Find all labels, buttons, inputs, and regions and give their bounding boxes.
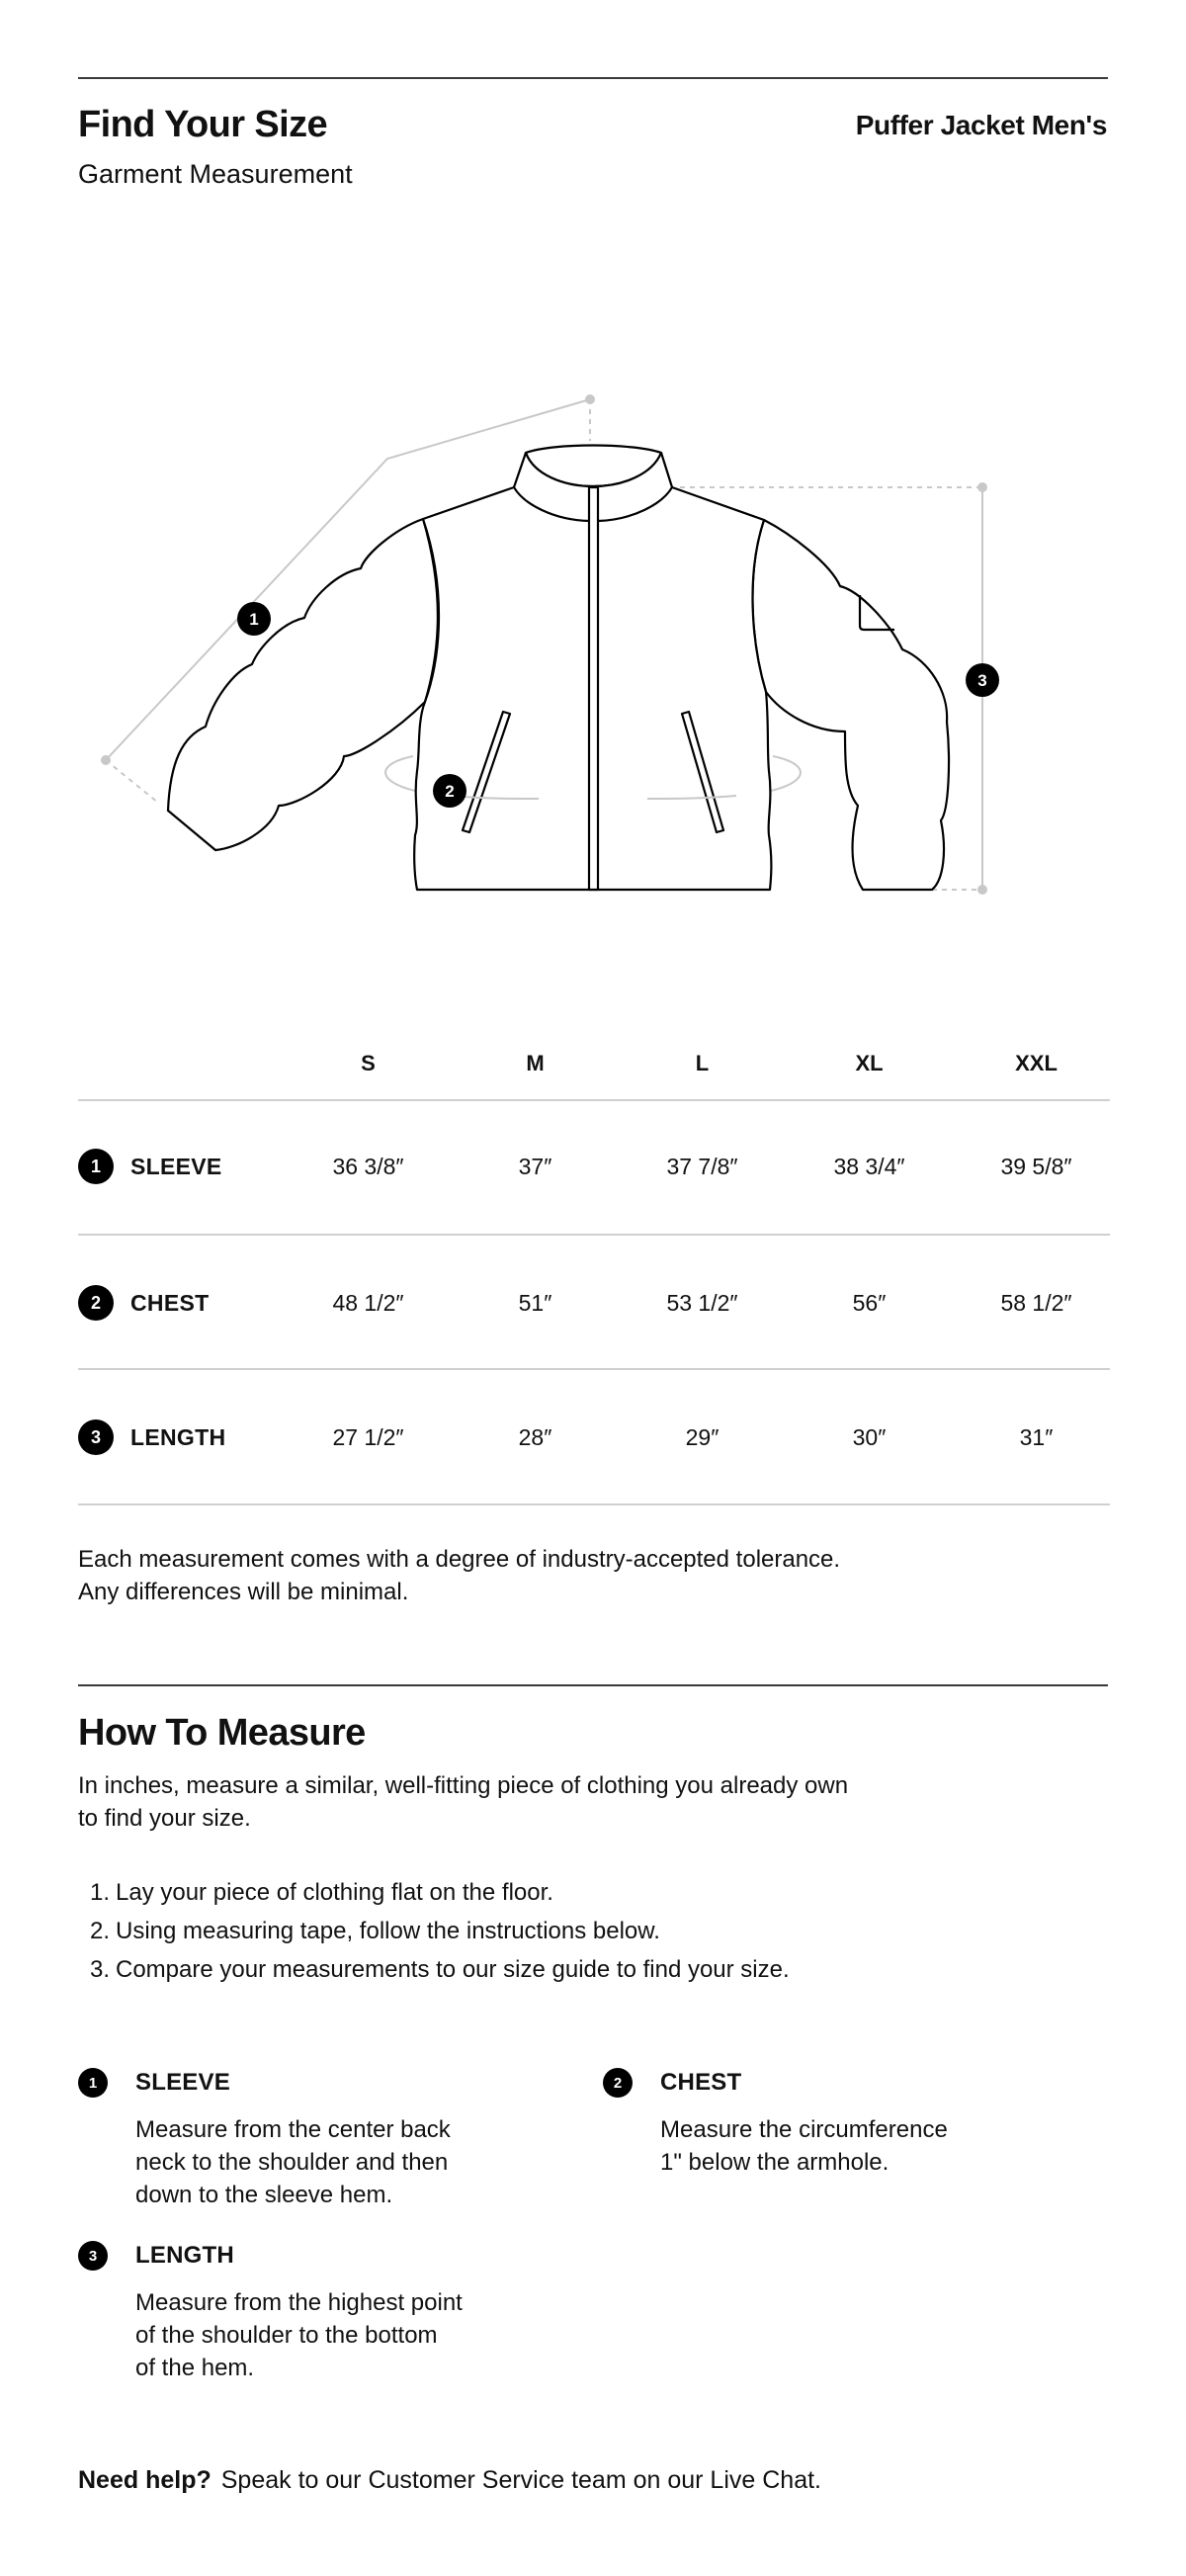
- number-badge: 2: [78, 1285, 114, 1321]
- help-label: Need help?: [78, 2466, 212, 2494]
- number-badge: 1: [78, 1149, 114, 1184]
- instruction-sleeve: [78, 2067, 533, 2211]
- instruction-title: CHEST: [660, 2069, 742, 2096]
- list-item: 2. Using measuring tape, follow the instructions below.: [89, 1918, 660, 1944]
- svg-text:3: 3: [977, 671, 987, 690]
- table-cell: 51″: [518, 1290, 552, 1316]
- size-header-m: M: [526, 1051, 545, 1075]
- table-row-sleeve: [78, 1101, 1110, 1237]
- list-item: 1. Lay your piece of clothing flat on the floor.: [89, 1879, 553, 1906]
- table-cell: 29″: [685, 1424, 720, 1450]
- row-label: LENGTH: [130, 1423, 226, 1450]
- top-divider: [78, 77, 1108, 79]
- howto-intro: In inches, measure a similar, well-fitting piece of clothing you already own to find your size.: [78, 1772, 849, 1832]
- size-header-s: S: [361, 1051, 376, 1075]
- section-divider: [78, 1684, 1108, 1686]
- help-text[interactable]: Speak to our Customer Service team on our Live Chat.: [220, 2466, 821, 2494]
- steps-list: [78, 1873, 790, 1989]
- instruction-title: SLEEVE: [135, 2069, 230, 2096]
- table-cell: 53 1/2″: [666, 1290, 738, 1316]
- page-title: Find Your Size: [78, 104, 327, 145]
- number-badge: 1: [78, 2068, 108, 2098]
- instruction-chest: [603, 2067, 1058, 2179]
- list-item: 3. Compare your measurements to our size guide to find your size.: [89, 1956, 790, 1983]
- size-header-xl: XL: [855, 1051, 884, 1075]
- page-subtitle: Garment Measurement: [78, 159, 353, 189]
- number-badge: 2: [603, 2068, 633, 2098]
- size-header-row: [78, 1028, 1110, 1100]
- size-header-l: L: [695, 1051, 710, 1075]
- instruction-desc: Measure from the center back neck to the shoulder and then down to the sleeve hem.: [135, 2116, 451, 2208]
- table-cell: 31″: [1019, 1424, 1054, 1450]
- number-badge: 3: [78, 2241, 108, 2271]
- table-cell: 37″: [518, 1154, 552, 1179]
- table-cell: 36 3/8″: [332, 1154, 404, 1179]
- table-divider: [78, 1503, 1110, 1505]
- table-cell: 56″: [852, 1290, 887, 1316]
- table-cell: 28″: [518, 1424, 552, 1450]
- table-cell: 48 1/2″: [332, 1290, 404, 1316]
- instruction-desc: Measure from the highest point of the shoulder to the bottom of the hem.: [135, 2289, 463, 2381]
- table-cell: 37 7/8″: [666, 1154, 738, 1179]
- table-cell: 38 3/4″: [833, 1154, 905, 1179]
- size-header-xxl: XXL: [1015, 1051, 1058, 1075]
- section-title: How To Measure: [78, 1712, 366, 1754]
- jacket-diagram: [0, 376, 1186, 929]
- instruction-length: [78, 2240, 533, 2384]
- table-row-chest: [78, 1236, 1110, 1371]
- tolerance-note: Each measurement comes with a degree of industry-accepted tolerance. Any differences will be minimal.: [78, 1546, 841, 1605]
- instruction-title: LENGTH: [135, 2242, 234, 2269]
- table-cell: 58 1/2″: [1000, 1290, 1072, 1316]
- svg-text:1: 1: [249, 610, 259, 629]
- product-name: Puffer Jacket Men's: [855, 110, 1107, 140]
- jacket-illustration: [168, 446, 949, 891]
- svg-text:2: 2: [445, 782, 455, 801]
- help-footer: [78, 2465, 821, 2495]
- number-badge: 3: [78, 1419, 114, 1455]
- table-cell: 27 1/2″: [332, 1424, 404, 1450]
- row-label: SLEEVE: [130, 1153, 222, 1179]
- table-cell: 39 5/8″: [1000, 1154, 1072, 1179]
- table-cell: 30″: [852, 1424, 887, 1450]
- table-row-length: [78, 1370, 1110, 1505]
- instruction-desc: Measure the circumference 1" below the armhole.: [660, 2116, 948, 2176]
- row-label: CHEST: [130, 1289, 210, 1316]
